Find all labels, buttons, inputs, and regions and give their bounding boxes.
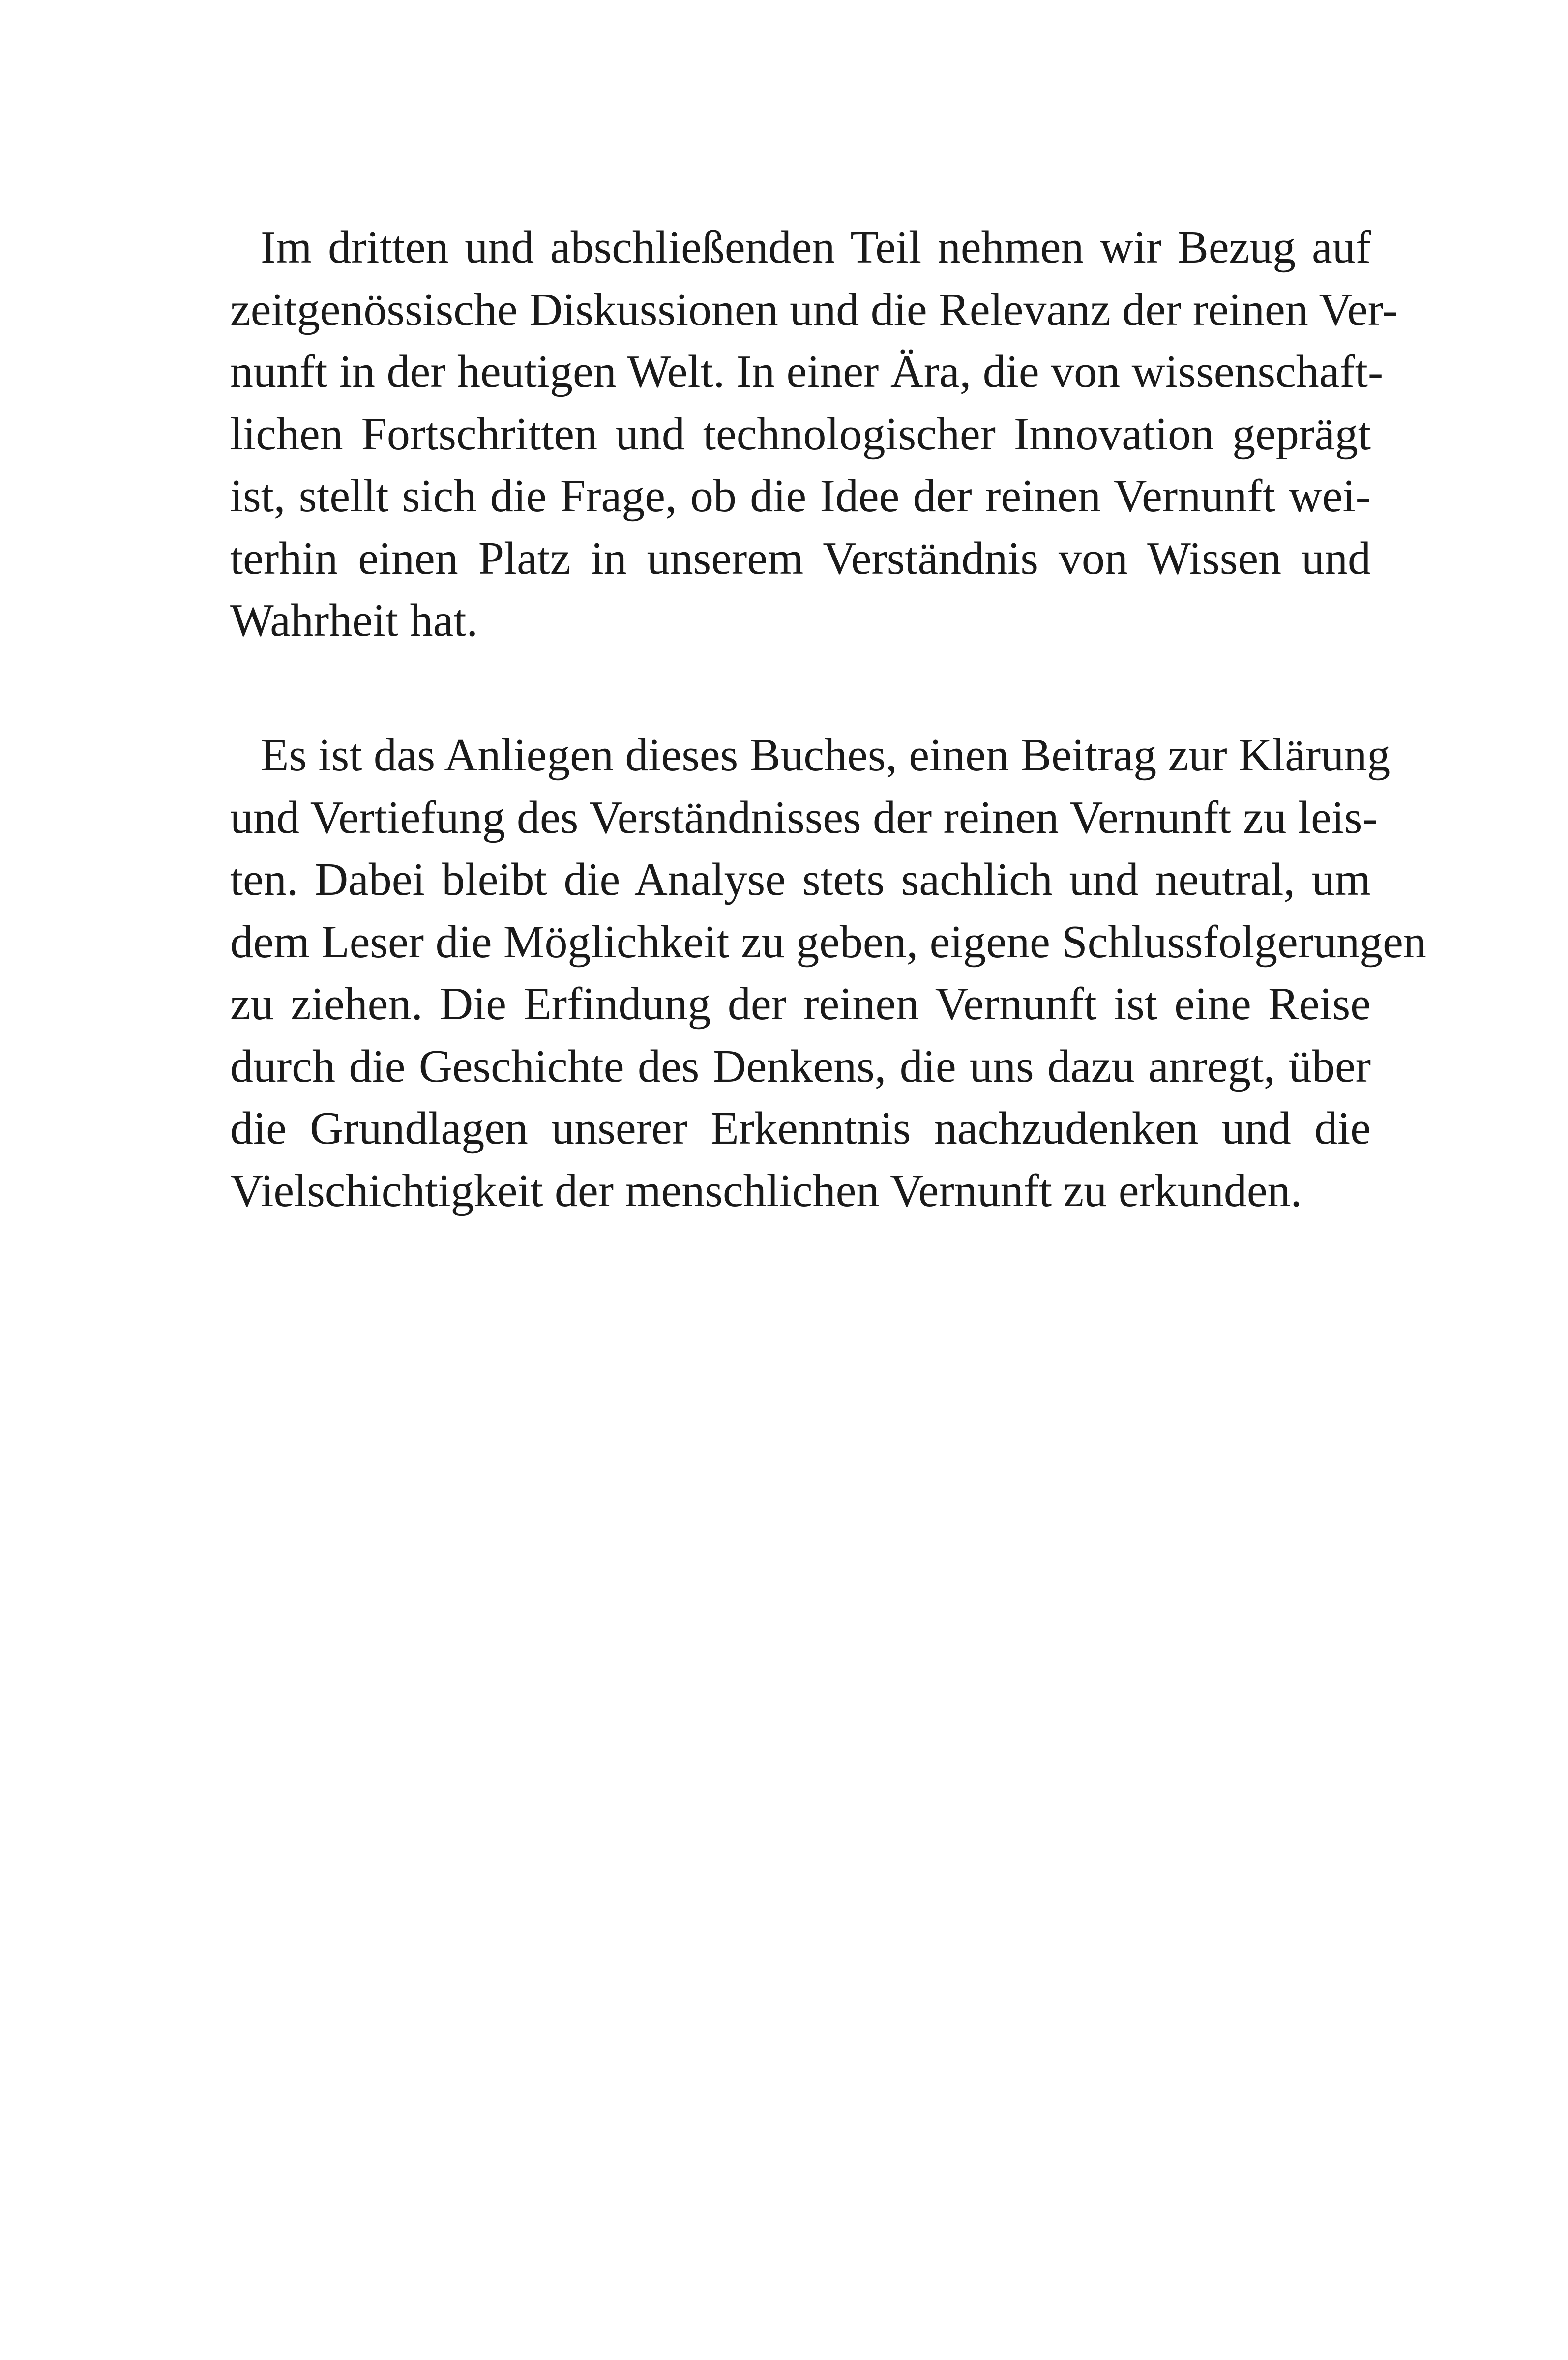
paragraph-line: ten. Dabei bleibt die Analyse stets sachlich und neutral, um: [230, 854, 1371, 905]
paragraph-line: terhin einen Platz in unserem Verständnis von Wissen und: [230, 532, 1371, 584]
paragraph-line: die Grundlagen unserer Erkenntnis nachzudenken und die: [230, 1103, 1371, 1154]
paragraph-1: [230, 216, 1398, 652]
paragraph-line: Vielschichtigkeit der menschlichen Vernunft zu erkunden.: [230, 1165, 1302, 1216]
paragraph-2: [230, 724, 1426, 1222]
paragraph-line: lichen Fortschritten und technologischer Innovation geprägt: [230, 408, 1371, 460]
paragraph-line: nunft in der heutigen Welt. In einer Ära, die von wissenschaft-: [230, 346, 1384, 397]
paragraph-line: zu ziehen. Die Erfindung der reinen Vernunft ist eine Reise: [230, 978, 1371, 1030]
paragraph-line: zeitgenössische Diskussionen und die Relevanz der reinen Ver-: [230, 284, 1398, 335]
paragraph-line: durch die Geschichte des Denkens, die uns dazu anregt, über: [230, 1040, 1371, 1092]
paragraph-line: dem Leser die Möglichkeit zu geben, eigene Schlussfolgerungen: [230, 916, 1426, 968]
paragraph-line: ist, stellt sich die Frage, ob die Idee der reinen Vernunft wei-: [230, 471, 1371, 522]
paragraph-line: Wahrheit hat.: [230, 595, 478, 646]
paragraph-line: Im dritten und abschließenden Teil nehmen wir Bezug auf: [261, 222, 1371, 273]
paragraph-line: und Vertiefung des Verständnisses der reinen Vernunft zu leis-: [230, 792, 1378, 843]
paragraph-line: Es ist das Anliegen dieses Buches, einen Beitrag zur Klärung: [261, 730, 1390, 781]
